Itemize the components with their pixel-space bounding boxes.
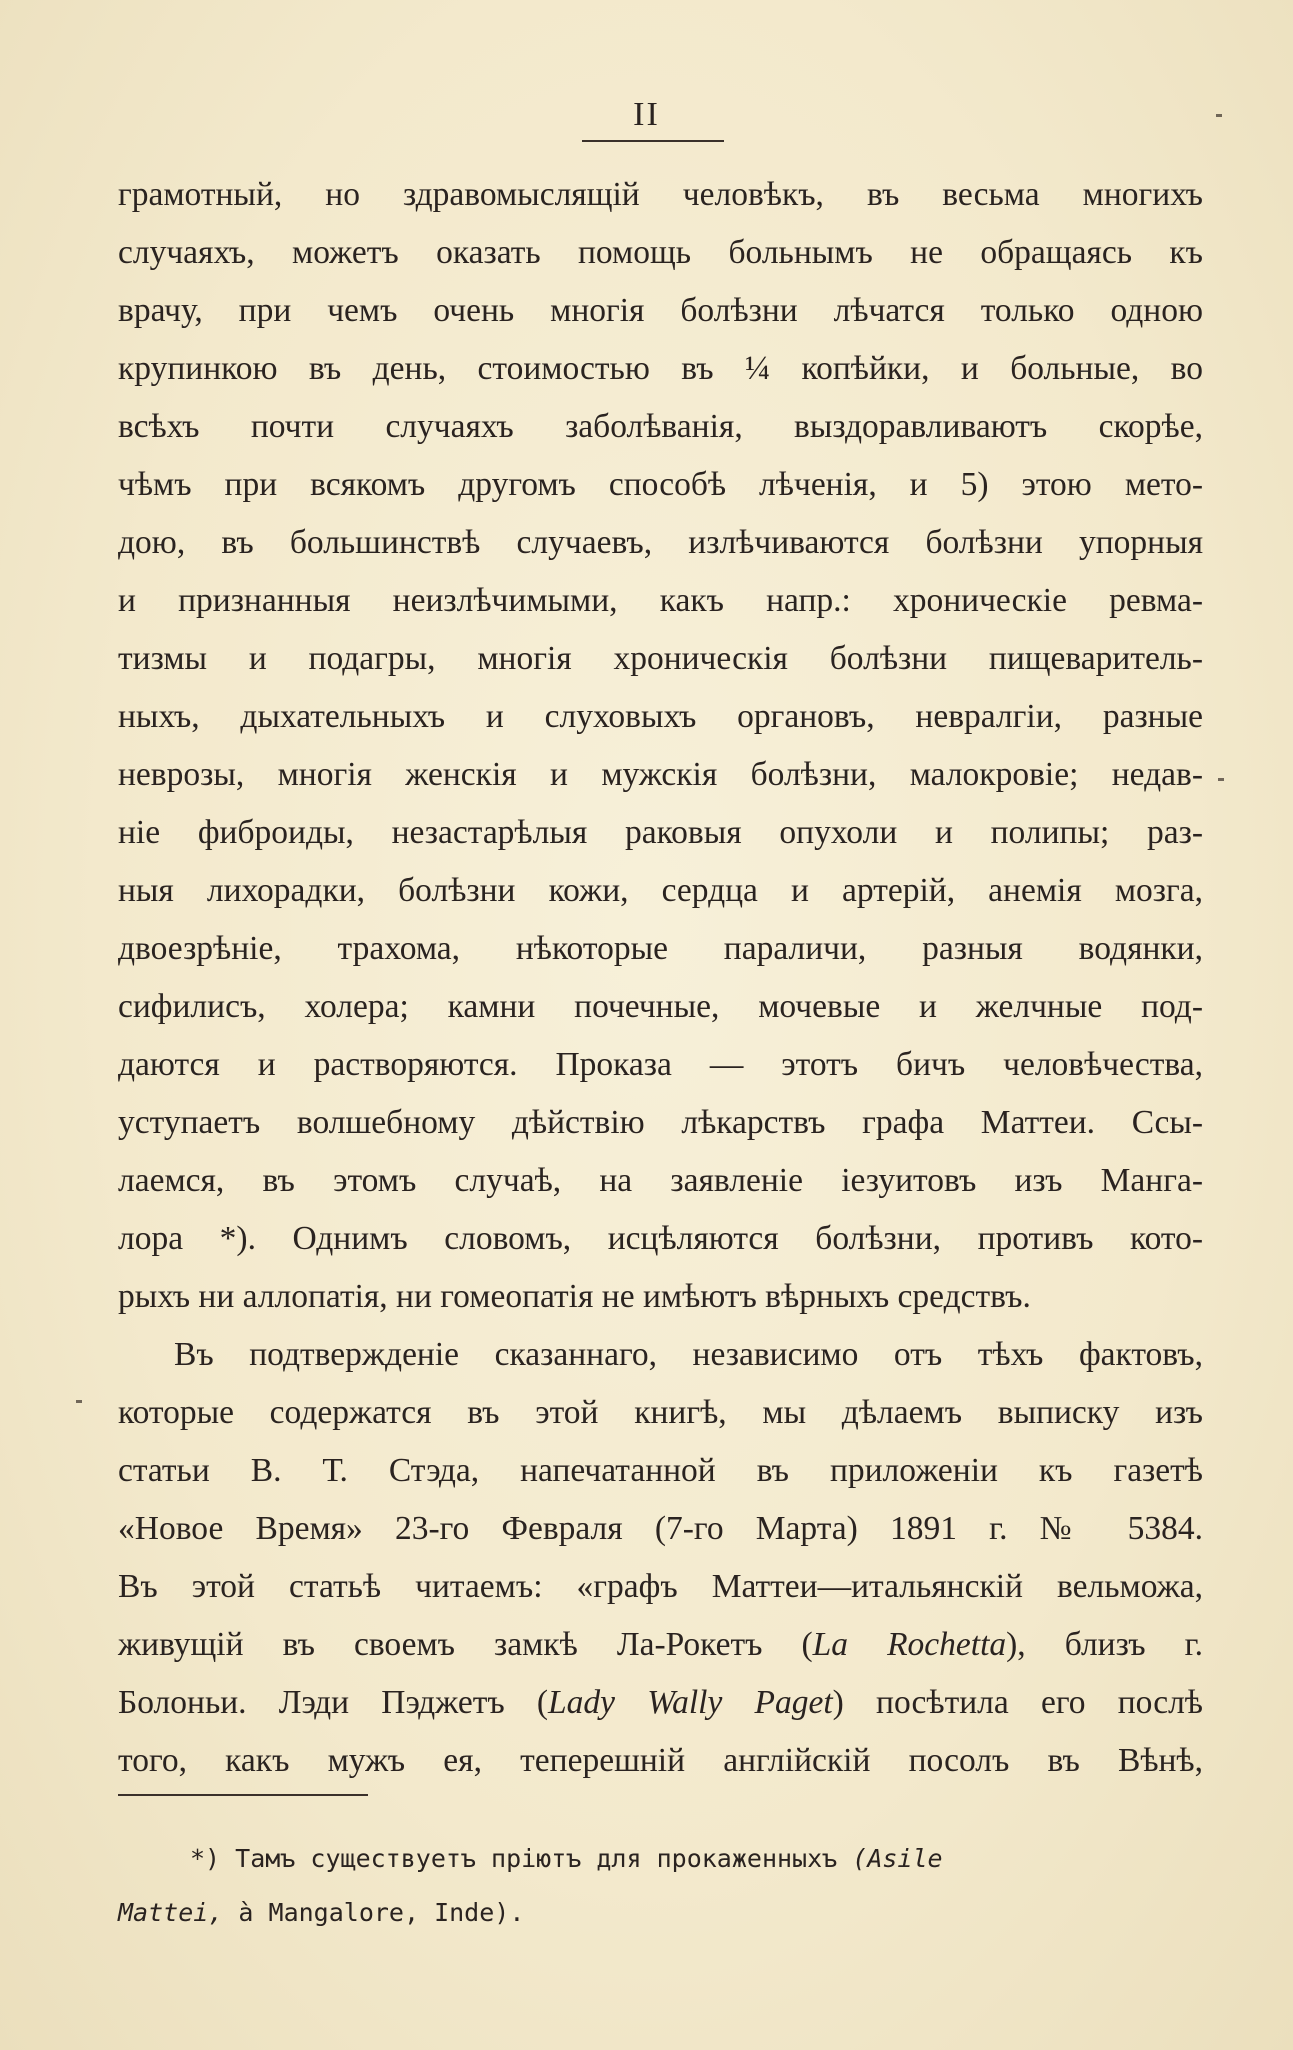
text-line: Въ этой статьѣ читаемъ: «графъ Маттеи—итальянскій вельможа, — [118, 1568, 1203, 1605]
footnote-line — [118, 1832, 1203, 1886]
text-line: статьи В. Т. Стэда, напечатанной въ приложеніи къ газетѣ — [118, 1452, 1203, 1489]
text-line: двоезрѣніе, трахома, нѣкоторые параличи, разныя водянки, — [118, 930, 1203, 967]
text-line — [118, 1616, 1203, 1674]
text-line: чѣмъ при всякомъ другомъ способѣ лѣченія, и 5) этою мето- — [118, 466, 1203, 503]
footnote-rule — [118, 1794, 368, 1796]
text-span: живущій въ своемъ замкѣ Ла-Рокетъ ( — [118, 1626, 813, 1663]
text-line: врачу, при чемъ очень многія болѣзни лѣчатся только одною — [118, 292, 1203, 329]
footnote — [118, 1832, 1203, 1940]
text-line: «Новое Время» 23-го Февраля (7-го Марта) 1891 г. № 5384. — [118, 1510, 1203, 1547]
text-line: уступаетъ волшебному дѣйствію лѣкарствъ графа Маттеи. Ссы- — [118, 1104, 1203, 1141]
footnote-italic: (Asile — [852, 1844, 943, 1873]
text-line: ніе фиброиды, незастарѣлыя раковыя опухоли и полипы; раз- — [118, 814, 1203, 851]
page-number: II — [633, 96, 660, 133]
print-speck — [1216, 114, 1222, 117]
text-line: и признанныя неизлѣчимыми, какъ напр.: хроническіе ревма- — [118, 582, 1203, 619]
footnote-text: à Mangalore, Inde). — [223, 1898, 525, 1927]
text-line: неврозы, многія женскія и мужскія болѣзни, малокровіе; недав- — [118, 756, 1203, 793]
text-line: которые содержатся въ этой книгѣ, мы дѣлаемъ выписку изъ — [118, 1394, 1203, 1431]
footnote-line — [118, 1886, 1203, 1940]
italic-name: Lady Wally Paget — [548, 1684, 833, 1721]
text-line: крупинкою въ день, стоимостью въ ¼ копѣйки, и больные, во — [118, 350, 1203, 387]
text-span: ), близъ г. — [1006, 1626, 1203, 1663]
body-text — [118, 166, 1203, 1790]
header-rule — [582, 140, 724, 142]
text-line: рыхъ ни аллопатія, ни гомеопатія не имѣютъ вѣрныхъ средствъ. — [118, 1278, 1031, 1315]
text-line: всѣхъ почти случаяхъ заболѣванія, выздоравливаютъ скорѣе, — [118, 408, 1203, 445]
text-line: дою, въ большинствѣ случаевъ, излѣчиваются болѣзни упорныя — [118, 524, 1203, 561]
text-line: того, какъ мужъ ея, теперешній англійскій посолъ въ Вѣнѣ, — [118, 1742, 1203, 1779]
print-speck — [76, 1400, 82, 1403]
text-span: Болоньи. Лэди Пэджетъ ( — [118, 1684, 549, 1721]
text-span: ) посѣтила его послѣ — [832, 1684, 1203, 1721]
text-line: даются и растворяются. Проказа — этотъ бичъ человѣчества, — [118, 1046, 1203, 1083]
text-line: тизмы и подагры, многія хроническія болѣзни пищеваритель- — [118, 640, 1203, 677]
text-line: грамотный, но здравомыслящій человѣкъ, въ весьма многихъ — [118, 176, 1203, 213]
text-line — [118, 1674, 1203, 1732]
text-line: лора *). Однимъ словомъ, исцѣляются болѣзни, противъ кото- — [118, 1220, 1203, 1257]
text-line: ныхъ, дыхательныхъ и слуховыхъ органовъ, невралгіи, разные — [118, 698, 1203, 735]
italic-title: La Rochetta — [812, 1626, 1007, 1663]
footnote-italic: Mattei, — [118, 1898, 224, 1927]
paragraph-start-line: Въ подтвержденіе сказаннаго, независимо отъ тѣхъ фактовъ, — [174, 1336, 1203, 1373]
footnote-text: *) Тамъ существуетъ пріютъ для прокаженныхъ — [190, 1844, 853, 1873]
print-speck — [1218, 778, 1224, 781]
text-line: случаяхъ, можетъ оказать помощь больнымъ не обращаясь къ — [118, 234, 1203, 271]
text-line: сифилисъ, холера; камни почечные, мочевые и желчные под- — [118, 988, 1203, 1025]
text-line: ныя лихорадки, болѣзни кожи, сердца и артерій, анемія мозга, — [118, 872, 1203, 909]
text-line: лаемся, въ этомъ случаѣ, на заявленіе іезуитовъ изъ Манга- — [118, 1162, 1203, 1199]
